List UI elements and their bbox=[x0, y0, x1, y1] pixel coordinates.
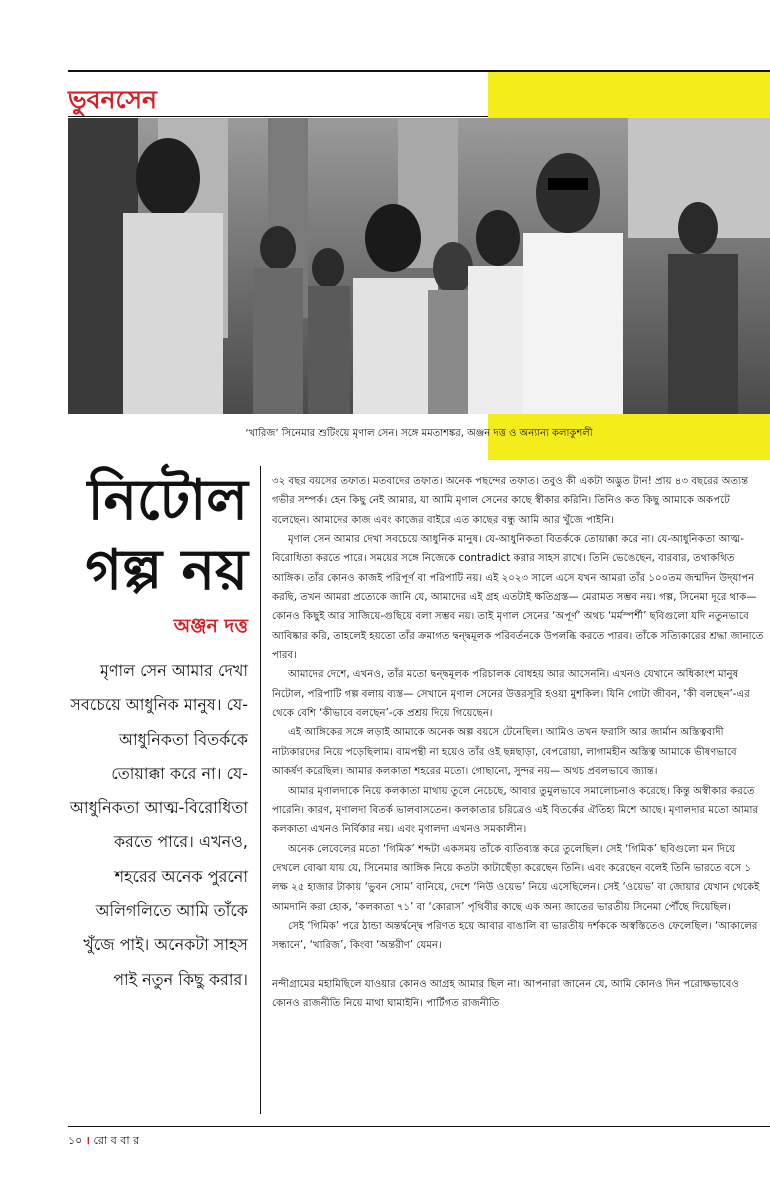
paragraph: আমার মৃণালদাকে নিয়ে কলকাতা মাথায় তুলে নেচেছে, আবার তুমুলভাবে সমালোচনাও করেছে। কিন্তু অস্বীকার করতে পারেনি। কারণ, মৃণালদা বিতর্ক ভালবাসতেন। কলকাতার চরিত্রেও এই বিতর্কের ঐতিহ্য মিশে আছে। মৃণালদার মতো আমার কলকাতা এখনও নির্বিকার নয়। এবং মৃণালদা এখনও সমকালীন। bbox=[272, 785, 759, 836]
section-title: ভুবনসেন bbox=[68, 85, 157, 114]
paragraph: সেই ‘গিমিক’ পরে ঠান্ডা অন্তর্দ্বন্দ্বে পরিণত হয়ে আবার বাঙালি বা ভারতীয় দর্শককে অস্বস্তিতেও ফেলেছিল। ‘আকালের সন্ধানে’, ‘খারিজ’, কিংবা ‘অন্তরীণ’ যেমন। bbox=[272, 920, 758, 952]
headline-line-1: নিটোল bbox=[87, 468, 248, 533]
byline: অঞ্জন দত্ত bbox=[173, 615, 248, 637]
paragraph: আমাদের দেশে, এখনও, তাঁর মতো দ্বন্দ্বমূলক পরিচালক বোধহয় আর আসেননি। এখনও যেখানে অধিকাংশ মানুষ নিটোল, পরিপাটি গল্প বলায় ব্যস্ত— সেখানে মৃণাল সেনের উত্তরসূরি হওয়া মুশকিল। যিনি গোটা জীবন, ‘কী বলছেন’-এর থেকে বেশি ‘কীভাবে বলছেন’-কে প্রশ্রয় দিয়ে গিয়েছেন। bbox=[272, 669, 750, 720]
section-rule bbox=[68, 116, 488, 117]
photo bbox=[68, 118, 770, 414]
footer-separator: । bbox=[85, 1134, 90, 1147]
paragraph: নন্দীগ্রামের মহামিছিলে যাওয়ার কোনও আগ্রহ আমার ছিল না। আপনারা জানেন যে, আমি কোনও দিন পরোক্ষভাবেও কোনও রাজনীতি নিয়ে মাথা ঘামাইনি। পার্টিগত রাজনীতি bbox=[272, 978, 739, 1009]
photo-caption: ‘খারিজ’ সিনেমার শুটিংয়ে মৃণাল সেন। সঙ্গে মমতাশঙ্কর, অঞ্জন দত্ত ও অন্যান্য কলাকুশলী bbox=[245, 428, 593, 439]
article-body bbox=[272, 472, 765, 1013]
headline bbox=[68, 466, 248, 606]
magazine-name: রো ব বা র bbox=[93, 1134, 140, 1147]
paragraph: এই আঙ্গিকের সঙ্গে লড়াই আমাকে অনেক অল্প বয়সে টেনেছিল। আমিও তখন ফরাসি আর জার্মান অস্তিত্ববাদী নাট্যকারদের নিয়ে পড়েছিলাম। বামপন্থী না হয়েও তাঁর ওই ছন্নছাড়া, বেপরোয়া, লাগামহীন অস্তিত্ব আমাকে ভীষণভাবে আকর্ষণ করেছিল। আমার কলকাতা শহরের মতো। গোছানো, সুন্দর নয়— অথচ প্রবলভাবে জ্যান্ত। bbox=[272, 727, 737, 778]
page-number: ১০ bbox=[68, 1134, 83, 1147]
paragraph: মৃণাল সেন আমার দেখা সবচেয়ে আধুনিক মানুষ। যে-আধুনিকতা বিতর্ককে তোয়াক্কা করে না। যে-আধুনিকতা আত্ম-বিরোধিতা করতে পারে। সময়ের সঙ্গে নিজেকে contradict করার সাহস রাখে। তিনি ভেঙেছেন, বারবার, তথাকথিত আঙ্গিক। তাঁর কোনও কাজই পরিপূর্ণ বা পরিপাটি নয়। এই ২০২৩ সালে এসে যখন আমরা তাঁর ১০০তম জন্মদিন উদ্‌যাপন করছি, তখন আমরা প্রত্যেকে জানি যে, আমাদের এই গ্রহ এতটাই ক্ষতিগ্রস্ত— মেরামত সম্ভব নয়। গল্প, সিনেমা দূরে থাক— কোনও কিছুই আর সাজিয়ে-গুছিয়ে বলা সম্ভব নয়। তাই মৃণাল সেনের ‘অপূর্ণ’ অথচ ‘মর্মস্পর্শী’ ছবিগুলো যদি নতুনভাবে আবিষ্কার করি, তাহলেই হয়তো তাঁর ক্রমাগত দ্বন্দ্বমূলক পরিবর্তনকে উপলব্ধি করতে পারব। তাঁকে সত্যিকারের শ্রদ্ধা জানাতে পারব। bbox=[272, 534, 764, 662]
footer bbox=[68, 1132, 139, 1151]
photo-illustration bbox=[68, 118, 770, 414]
paragraph: অনেক লেবেলের মতো ‘গিমিক’ শব্দটা একসময় তাঁকে ব্যতিব্যস্ত করে তুলেছিল। সেই ‘গিমিক’ ছবিগুলো মন দিয়ে দেখলে বোঝা যায় যে, সিনেমার আঙ্গিক নিয়ে কতটা কাটাছেঁড়া করেছেন তিনি। এবং করেছেন বলেই তিনি ভারতে বসে ১ লক্ষ ২৫ হাজার টাকায় ‘ভুবন সোম’ বানিয়ে, দেশে ‘নিউ ওয়েভ’ নিয়ে এসেছিলেন। সেই ‘ওয়েভ’ বা জোয়ার যেখান থেকেই আমদানি করা হোক, ‘কলকাতা ৭১’ বা ‘কোরাস’ পৃথিবীর কাছে এক অন্য জাতের ভারতীয় সিনেমা পৌঁছে দিয়েছিল। bbox=[272, 843, 760, 913]
headline-line-2: গল্প নয় bbox=[85, 538, 248, 603]
paragraph: ৩২ বছর বয়সের তফাত। মতবাদের তফাত। অনেক পছন্দের তফাত। তবুও কী একটা অদ্ভুত টান! প্রায় ৪৩ বছরের অত্যন্ত গভীর সম্পর্ক। হেন কিছু নেই আমার, যা আমি মৃণাল সেনের কাছে স্বীকার করিনি। তিনিও কত কিছু আমাকে অকপটে বলেছেন। আমাদের কাজ এবং কাজের বাইরে এত কাছের বন্ধু আমি আর খুঁজে পাইনি। bbox=[272, 476, 749, 526]
pull-quote: মৃণাল সেন আমার দেখা সবচেয়ে আধুনিক মানুষ। যে-আধুনিকতা বিতর্ককে তোয়াক্কা করে না। যে-আধুনিকতা আত্ম-বিরোধিতা করতে পারে। এখনও, শহরের অনেক পুরনো অলিগলিতে আমি তাঁকে খুঁজে পাই। অনেকটা সাহস পাই নতুন কিছু করার। bbox=[69, 661, 248, 989]
column-divider bbox=[260, 466, 261, 1114]
bottom-rule bbox=[68, 1126, 770, 1127]
